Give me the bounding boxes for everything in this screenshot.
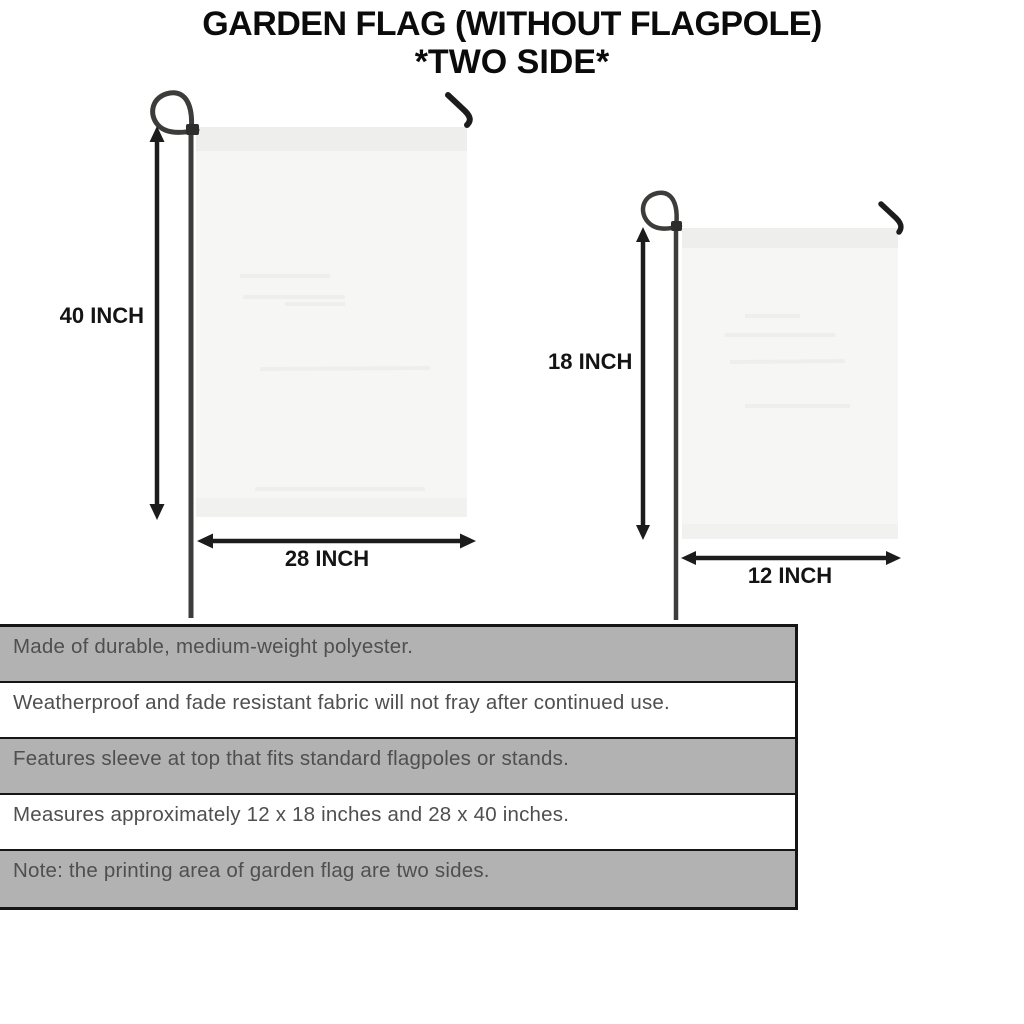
large-flag-fabric xyxy=(196,127,467,517)
feature-row: Features sleeve at top that fits standard flagpoles or stands. xyxy=(0,739,795,795)
feature-row: Made of durable, medium-weight polyester. xyxy=(0,627,795,683)
small-flag-pole-clip xyxy=(671,221,682,231)
feature-row: Note: the printing area of garden flag are two sides. xyxy=(0,851,795,907)
product-features-table xyxy=(0,624,798,910)
small-flag-height-label: 18 INCH xyxy=(548,349,633,374)
feature-row: Measures approximately 12 x 18 inches and 28 x 40 inches. xyxy=(0,795,795,851)
large-flag-bottom-hem xyxy=(196,498,467,517)
small-flag-group xyxy=(636,193,901,620)
small-flag-width-label: 12 INCH xyxy=(747,563,833,588)
large-flag-sleeve xyxy=(196,127,467,151)
large-flag-pole-clip xyxy=(186,124,199,135)
large-flag-height-label: 40 INCH xyxy=(59,303,144,328)
small-flag-height-arrow xyxy=(636,227,650,540)
feature-row: Weatherproof and fade resistant fabric will not fray after continued use. xyxy=(0,683,795,739)
large-flag-height-arrow xyxy=(150,126,165,520)
page-title-line2: *TWO SIDE* xyxy=(414,43,610,82)
small-flag-fabric xyxy=(682,228,898,539)
large-flag-width-label: 28 INCH xyxy=(284,546,370,571)
page-title-line1: GARDEN FLAG (WITHOUT FLAGPOLE) xyxy=(202,5,822,43)
small-flag-sleeve xyxy=(682,228,898,248)
large-flag-group xyxy=(150,93,477,618)
small-flag-bottom-hem xyxy=(682,524,898,539)
large-flag-hook-icon xyxy=(448,95,470,125)
small-flag-hook-icon xyxy=(881,204,901,232)
